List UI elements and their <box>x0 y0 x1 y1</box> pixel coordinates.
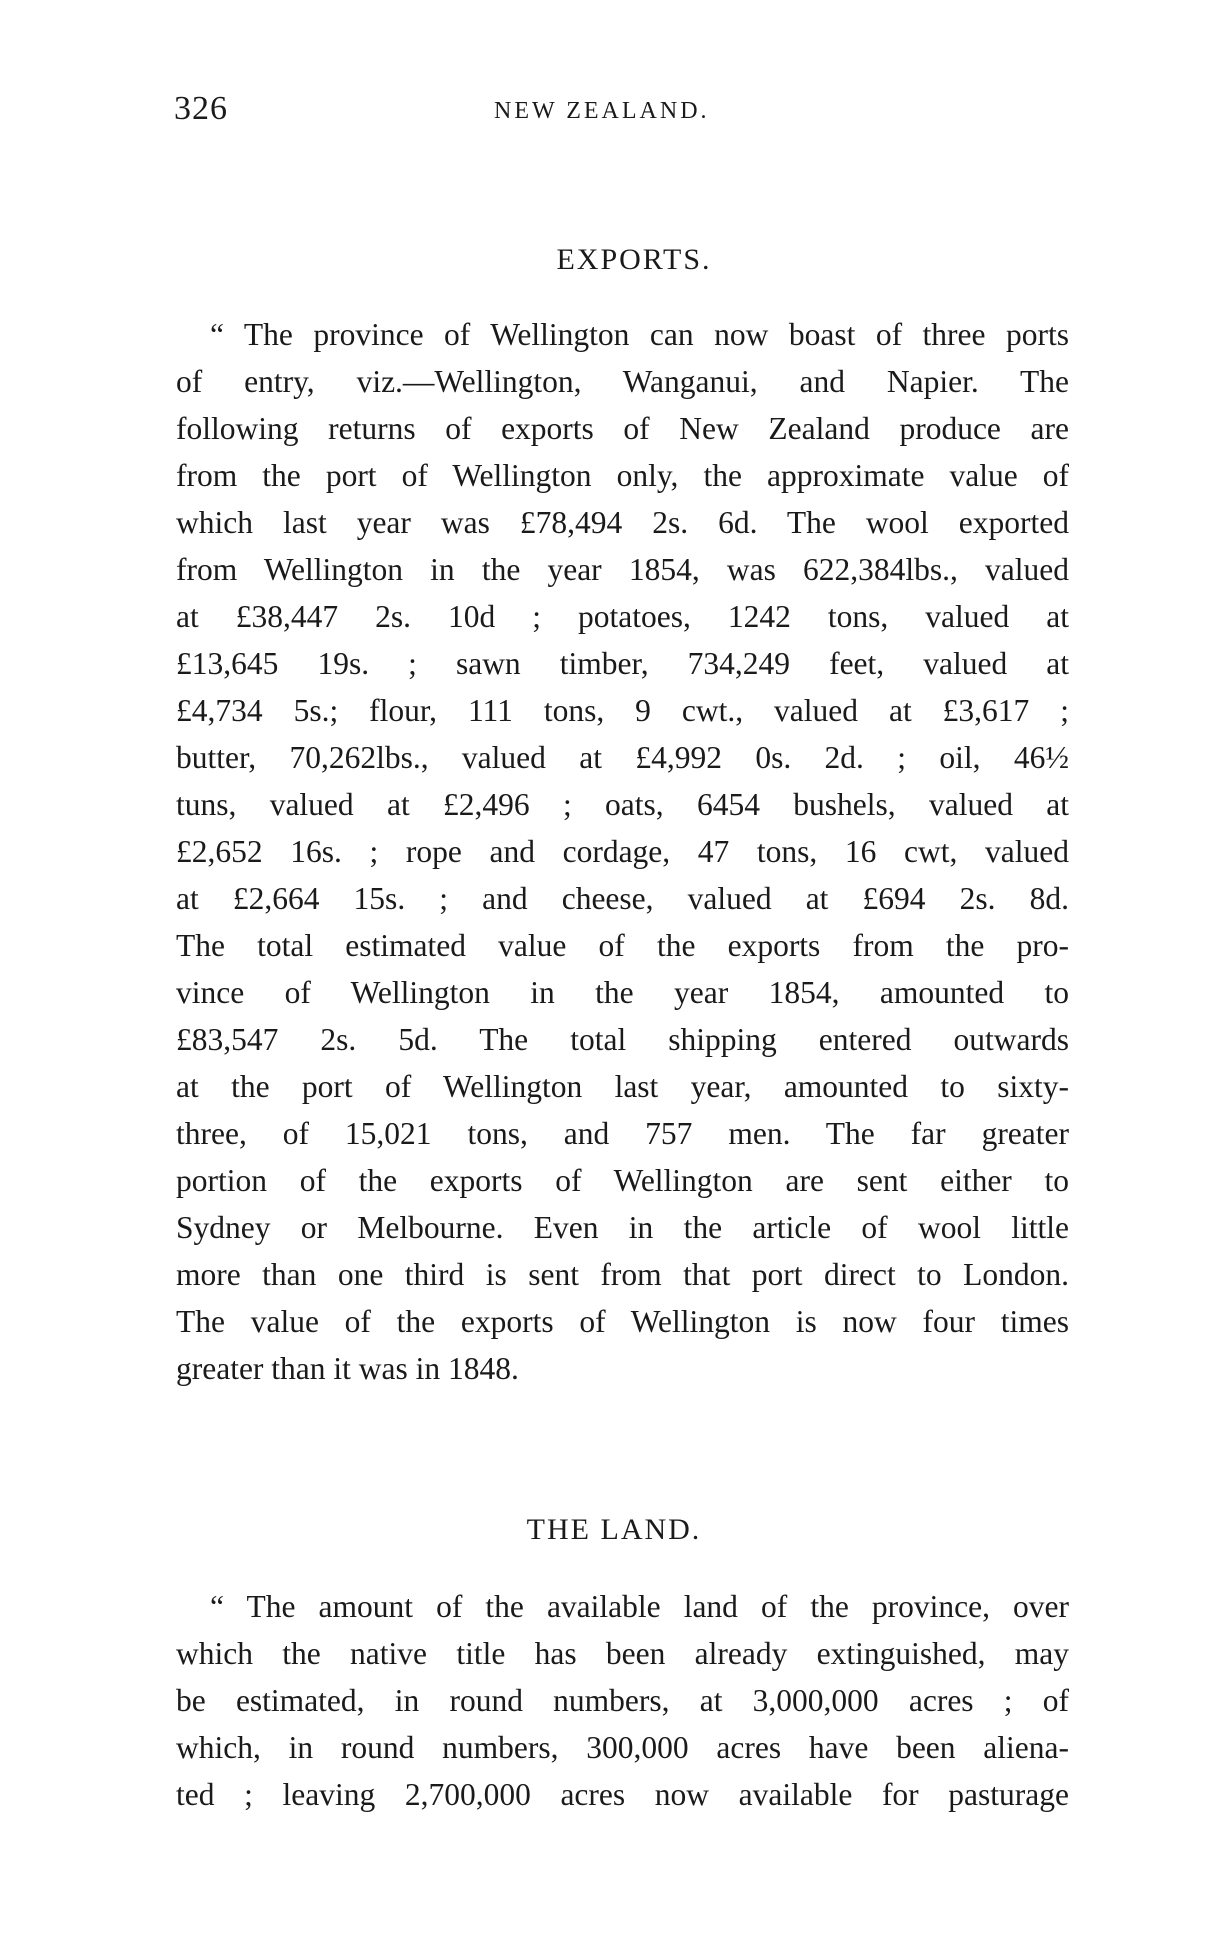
text-line: portion of the exports of Wellington are sent either to <box>176 1163 1069 1198</box>
text-line: from the port of Wellington only, the approximate value of <box>176 458 1069 493</box>
text-line: three, of 15,021 tons, and 757 men. The far greater <box>176 1116 1069 1151</box>
section-heading-exports: EXPORTS. <box>556 243 712 276</box>
text-line: £83,547 2s. 5d. The total shipping entered outwards <box>176 1022 1069 1057</box>
text-line: The total estimated value of the exports from the pro- <box>176 928 1069 963</box>
text-line: which last year was £78,494 2s. 6d. The wool exported <box>176 505 1069 540</box>
exports-paragraph <box>176 311 1069 1392</box>
text-line: £4,734 5s.; flour, 111 tons, 9 cwt., valued at £3,617 ; <box>176 693 1069 728</box>
text-line: which, in round numbers, 300,000 acres have been aliena- <box>176 1730 1069 1765</box>
text-line: of entry, viz.—Wellington, Wanganui, and Napier. The <box>176 364 1069 399</box>
text-line: “ The amount of the available land of the province, over <box>210 1589 1069 1624</box>
text-line: greater than it was in 1848. <box>176 1351 519 1386</box>
land-paragraph <box>176 1583 1069 1818</box>
text-line: £13,645 19s. ; sawn timber, 734,249 feet, valued at <box>176 646 1069 681</box>
text-line: at £2,664 15s. ; and cheese, valued at £694 2s. 8d. <box>176 881 1069 916</box>
section-heading-land: THE LAND. <box>526 1513 702 1546</box>
text-line: tuns, valued at £2,496 ; oats, 6454 bushels, valued at <box>176 787 1069 822</box>
text-line: from Wellington in the year 1854, was 622,384lbs., valued <box>176 552 1069 587</box>
running-head: NEW ZEALAND. <box>494 98 710 124</box>
text-line: £2,652 16s. ; rope and cordage, 47 tons, 16 cwt, valued <box>176 834 1069 869</box>
text-line: The value of the exports of Wellington is now four times <box>176 1304 1069 1339</box>
text-line: following returns of exports of New Zealand produce are <box>176 411 1069 446</box>
text-line: be estimated, in round numbers, at 3,000,000 acres ; of <box>176 1683 1069 1718</box>
text-line: which the native title has been already extinguished, may <box>176 1636 1069 1671</box>
text-line: at £38,447 2s. 10d ; potatoes, 1242 tons, valued at <box>176 599 1069 634</box>
text-line: at the port of Wellington last year, amounted to sixty- <box>176 1069 1069 1104</box>
text-line: vince of Wellington in the year 1854, amounted to <box>176 975 1069 1010</box>
text-line: ted ; leaving 2,700,000 acres now available for pasturage <box>176 1777 1069 1812</box>
text-line: butter, 70,262lbs., valued at £4,992 0s. 2d. ; oil, 46½ <box>176 740 1069 775</box>
text-line: more than one third is sent from that port direct to London. <box>176 1257 1069 1292</box>
text-line: Sydney or Melbourne. Even in the article of wool little <box>176 1210 1069 1245</box>
text-line: “ The province of Wellington can now boast of three ports <box>210 317 1069 352</box>
page-header <box>174 90 1084 140</box>
page-number: 326 <box>174 90 228 127</box>
